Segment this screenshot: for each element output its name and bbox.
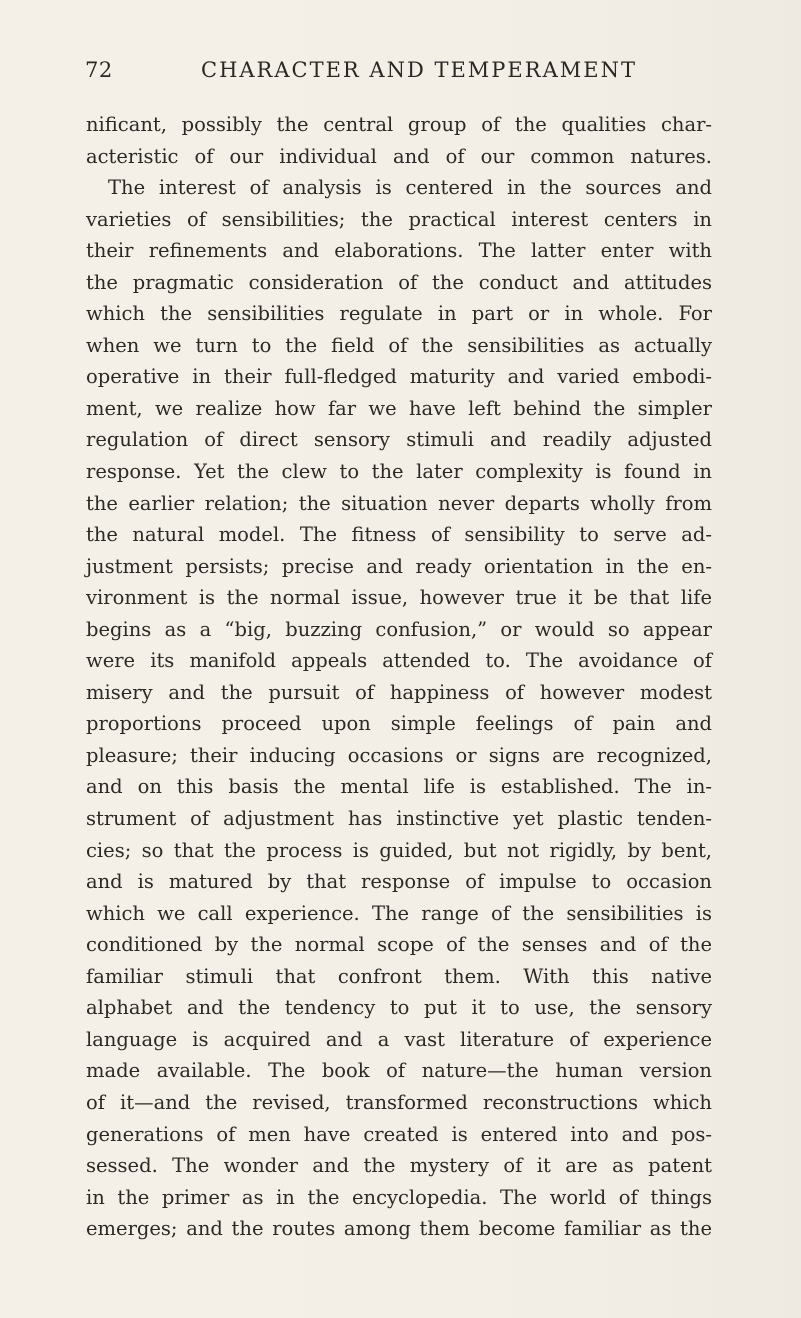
text-line: The interest of analysis is centered in the sources and bbox=[108, 176, 712, 200]
text-line: language is acquired and a vast literature of experience bbox=[86, 1027, 712, 1051]
text-line: cies; so that the process is guided, but not rigidly, by bent, bbox=[86, 838, 712, 862]
text-line: and on this basis the mental life is established. The in- bbox=[86, 775, 712, 799]
text-line: vironment is the normal issue, however true it be that life bbox=[86, 586, 712, 610]
text-line: emerges; and the routes among them become familiar as the bbox=[86, 1217, 712, 1241]
text-line: the earlier relation; the situation never departs wholly from bbox=[86, 491, 712, 515]
text-line: operative in their full-fledged maturity and varied embodi- bbox=[86, 365, 712, 389]
text-line: the natural model. The fitness of sensibility to serve ad- bbox=[86, 523, 712, 547]
text-line: their refinements and elaborations. The latter enter with bbox=[86, 239, 712, 263]
text-line: response. Yet the clew to the later complexity is found in bbox=[86, 460, 712, 484]
text-line: conditioned by the normal scope of the senses and of the bbox=[86, 933, 712, 957]
text-line: generations of men have created is entered into and pos- bbox=[86, 1122, 712, 1146]
text-line: misery and the pursuit of happiness of however modest bbox=[86, 680, 712, 704]
text-line: sessed. The wonder and the mystery of it are as patent bbox=[86, 1154, 712, 1178]
text-line: were its manifold appeals attended to. The avoidance of bbox=[86, 649, 712, 673]
text-line: ment, we realize how far we have left behind the simpler bbox=[86, 396, 712, 420]
text-line: justment persists; precise and ready orientation in the en- bbox=[86, 554, 712, 578]
text-line: regulation of direct sensory stimuli and readily adjusted bbox=[86, 428, 712, 452]
text-line: which the sensibilities regulate in part or in whole. For bbox=[86, 302, 712, 326]
running-head bbox=[85, 58, 711, 88]
text-line: strument of adjustment has instinctive yet plastic tenden- bbox=[86, 807, 712, 831]
text-line: alphabet and the tendency to put it to use, the sensory bbox=[86, 996, 712, 1020]
text-line: pleasure; their inducing occasions or signs are recognized, bbox=[86, 743, 712, 767]
running-title: CHARACTER AND TEMPERAMENT bbox=[201, 58, 637, 82]
page-number: 72 bbox=[85, 58, 113, 82]
text-line: begins as a “big, buzzing confusion,” or would so appear bbox=[86, 617, 712, 641]
text-line: of it—and the revised, transformed reconstructions which bbox=[86, 1090, 712, 1114]
text-line: when we turn to the field of the sensibilities as actually bbox=[86, 333, 712, 357]
text-line: acteristic of our individual and of our common natures. bbox=[86, 144, 712, 168]
text-line: made available. The book of nature—the human version bbox=[86, 1059, 712, 1083]
text-line: the pragmatic consideration of the conduct and attitudes bbox=[86, 270, 712, 294]
body-text bbox=[86, 109, 712, 1245]
text-line: proportions proceed upon simple feelings of pain and bbox=[86, 712, 712, 736]
text-line: nificant, possibly the central group of the qualities char- bbox=[86, 113, 712, 136]
text-line: in the primer as in the encyclopedia. The world of things bbox=[86, 1185, 712, 1209]
text-line: familiar stimuli that confront them. With this native bbox=[86, 964, 712, 988]
text-line: which we call experience. The range of the sensibilities is bbox=[86, 901, 712, 925]
text-line: and is matured by that response of impulse to occasion bbox=[86, 870, 712, 894]
text-line: varieties of sensibilities; the practical interest centers in bbox=[86, 207, 712, 231]
